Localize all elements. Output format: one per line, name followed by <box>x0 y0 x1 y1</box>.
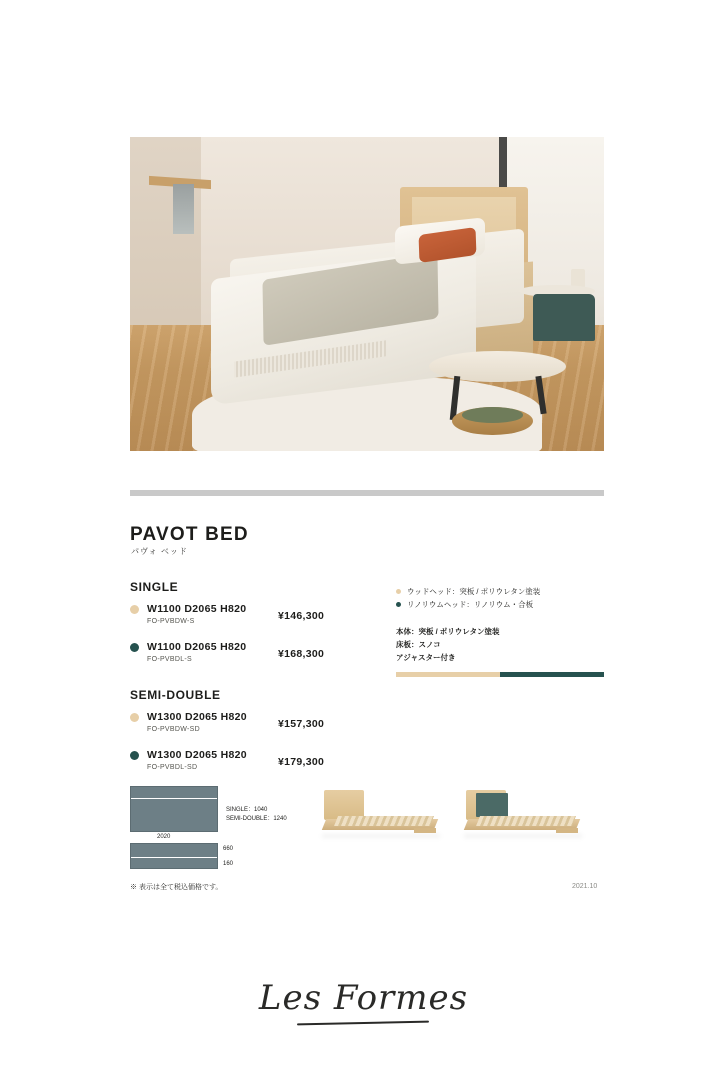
variant-dimensions: W1300 D2065 H820 <box>147 711 247 723</box>
variant-code: FO-PVBDL-S <box>147 656 193 663</box>
swatch-linoleum-icon <box>396 602 401 607</box>
page-title: PAVOT BED <box>130 524 249 545</box>
plan-view-diagram <box>130 786 218 832</box>
swatch-wood-icon <box>130 605 139 614</box>
dimension-diagram <box>130 786 310 869</box>
variant-dimensions: W1100 D2065 H820 <box>147 603 247 615</box>
swatch-linoleum-icon <box>130 643 139 652</box>
variant-price: ¥168,300 <box>278 648 325 660</box>
green-chair <box>533 294 595 341</box>
spec-body-block <box>396 625 604 664</box>
color-bar-wood <box>396 672 500 677</box>
dim-height-lower: 160 <box>223 861 234 867</box>
thumbnail-headboard-linoleum-panel <box>476 793 508 817</box>
thumbnail-slats <box>334 816 434 826</box>
variant-group-semi-double <box>130 688 380 787</box>
variant-group-single <box>130 580 380 679</box>
spec-body-line: アジャスター付き <box>396 653 456 662</box>
variant-row[interactable] <box>130 641 380 668</box>
catalog-date: 2021.10 <box>572 883 598 890</box>
variant-price: ¥146,300 <box>278 610 325 622</box>
variant-code: FO-PVBDL-SD <box>147 764 198 771</box>
thumbnail-footboard <box>414 828 436 833</box>
spec-body-line: 床板：スノコ <box>396 640 441 649</box>
variant-code: FO-PVBDW-S <box>147 618 195 625</box>
specification-list <box>396 585 604 664</box>
swatch-linoleum-icon <box>130 751 139 760</box>
thumbnail-slats <box>476 816 576 826</box>
thumbnail-shadow <box>464 834 582 838</box>
color-bar <box>396 672 604 677</box>
variant-dimensions: W1300 D2065 H820 <box>147 749 247 761</box>
elevation-view-diagram <box>130 834 234 869</box>
variant-row[interactable] <box>130 749 380 776</box>
brand-logo: Les Formes <box>258 978 469 1018</box>
color-bar-linoleum <box>500 672 604 677</box>
spec-text: ウッドヘッド：突板 / ポリウレタン塗装 <box>407 587 541 596</box>
bedroom-scene <box>130 137 604 451</box>
variant-row[interactable] <box>130 603 380 630</box>
variant-code: FO-PVBDW-SD <box>147 726 200 733</box>
swatch-wood-icon <box>130 713 139 722</box>
variant-group-title: SEMI-DOUBLE <box>130 688 221 702</box>
thumbnail-shadow <box>322 834 440 838</box>
thumbnail-footboard <box>556 828 578 833</box>
wall-left <box>130 137 201 357</box>
basket-contents <box>462 407 524 423</box>
tax-note: ※ 表示は全て税込価格です。 <box>130 884 223 891</box>
spec-body-line: 本体：突板 / ポリウレタン塗装 <box>396 627 500 636</box>
thumbnail-wood-head <box>318 790 446 848</box>
section-divider <box>130 490 604 496</box>
dim-height-upper: 660 <box>223 846 234 852</box>
brand-underline <box>297 1021 429 1026</box>
plan-view-labels <box>226 806 287 824</box>
page-subtitle: パヴォ ベッド <box>131 547 188 556</box>
thumbnail-linoleum-head <box>460 790 588 848</box>
plan-label-single: SINGLE：1040 <box>226 807 268 813</box>
hanging-textile <box>173 184 194 234</box>
product-hero-photo <box>130 137 604 451</box>
spec-head-option-linoleum <box>396 598 604 611</box>
dim-width: 2020 <box>157 834 171 840</box>
variant-dimensions: W1100 D2065 H820 <box>147 641 247 653</box>
variant-row[interactable] <box>130 711 380 738</box>
coffee-table-top <box>429 351 566 382</box>
spec-text: リノリウムヘッド：リノリウム・合板 <box>407 600 534 609</box>
product-thumbnails <box>318 790 604 850</box>
spec-head-option-wood <box>396 585 604 598</box>
variant-price: ¥179,300 <box>278 756 325 768</box>
variant-price: ¥157,300 <box>278 718 325 730</box>
plan-label-semi-double: SEMI-DOUBLE：1240 <box>226 816 287 822</box>
swatch-wood-icon <box>396 589 401 594</box>
variant-group-title: SINGLE <box>130 580 179 594</box>
